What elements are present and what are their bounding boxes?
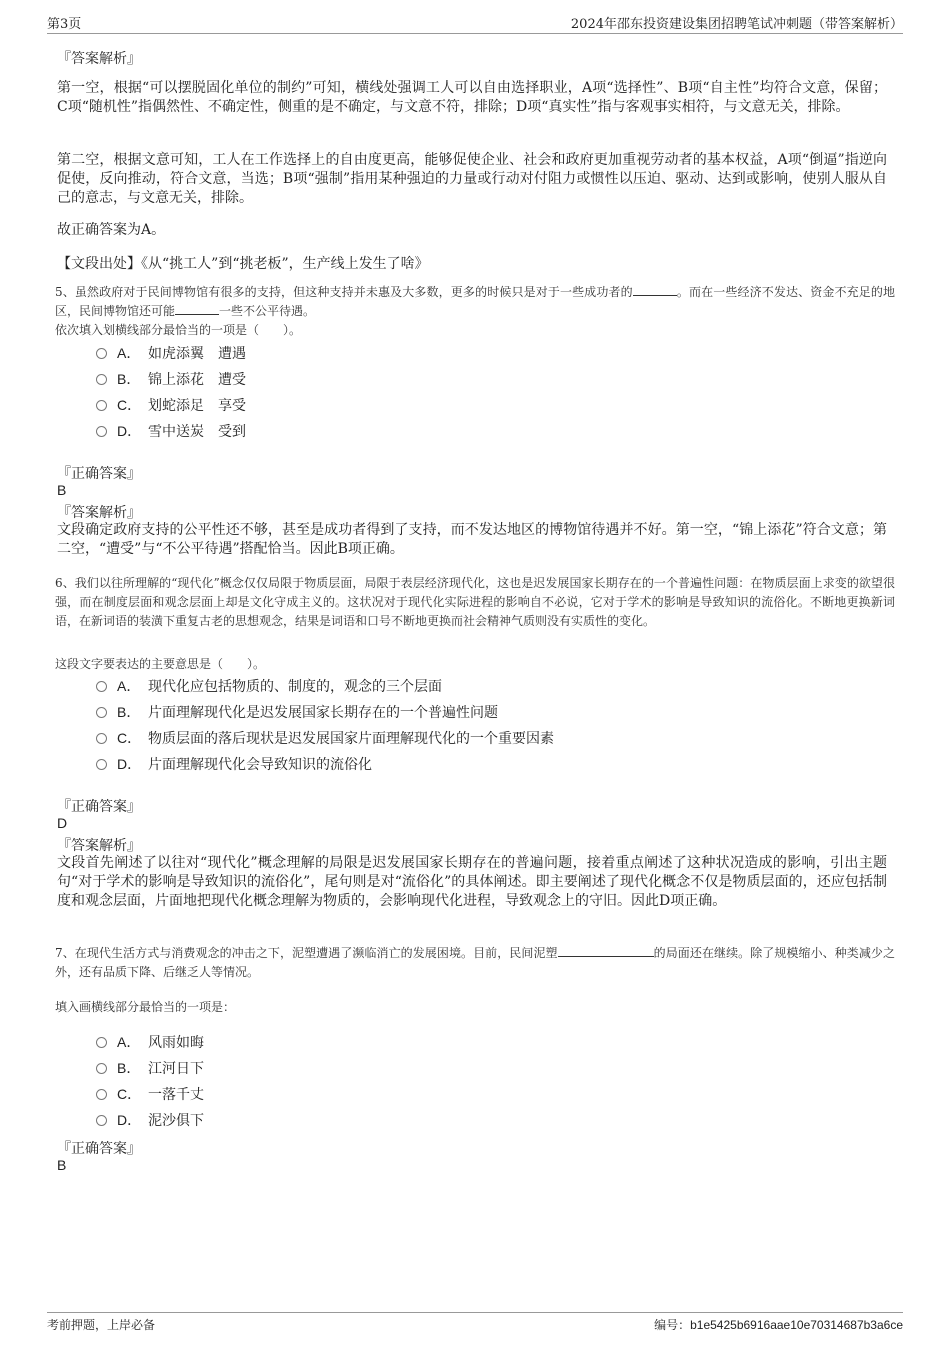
q7-option-c[interactable]: C． 一落千丈	[96, 1084, 204, 1104]
q5-blank-2	[175, 303, 219, 315]
radio-icon[interactable]	[96, 733, 107, 744]
q6-prompt: 这段文字要表达的主要意思是（ ）。	[55, 657, 266, 671]
q5-answer: B	[57, 482, 67, 498]
document-code: 编号：b1e5425b6916aae10e70314687b3a6ce	[654, 1318, 903, 1332]
q7-prompt: 填入画横线部分最恰当的一项是：	[55, 1000, 236, 1014]
q6-option-d[interactable]: D． 片面理解现代化会导致知识的流俗化	[96, 754, 372, 774]
q7-stem: 7、在现代生活方式与消费观念的冲击之下，泥塑遭遇了濒临消亡的发展困境。目前，民间泥塑 的局面还在继续。除了规模缩小、种类减少之外，还有品质下降、后继乏人等情况。	[55, 946, 895, 979]
q4-source: 【文段出处】《从“挑工人”到“挑老板”，生产线上发生了啥》	[57, 256, 429, 272]
q6-option-c[interactable]: C． 物质层面的落后现状是迟发展国家片面理解现代化的一个重要因素	[96, 728, 554, 748]
radio-icon[interactable]	[96, 707, 107, 718]
radio-icon[interactable]	[96, 1063, 107, 1074]
radio-icon[interactable]	[96, 1115, 107, 1126]
radio-icon[interactable]	[96, 1037, 107, 1048]
q6-correct-label: 『正确答案』	[57, 799, 141, 815]
q4-conclusion: 故正确答案为A。	[57, 222, 166, 238]
q6-answer: D	[57, 815, 68, 831]
radio-icon[interactable]	[96, 759, 107, 770]
q5-option-c[interactable]: C． 划蛇添足 享受	[96, 395, 246, 415]
q7-option-d[interactable]: D． 泥沙俱下	[96, 1110, 204, 1130]
radio-icon[interactable]	[96, 348, 107, 359]
q5-correct-label: 『正确答案』	[57, 466, 141, 482]
q7-option-a[interactable]: A． 风雨如晦	[96, 1032, 204, 1052]
q5-stem: 5、虽然政府对于民间博物馆有很多的支持，但这种支持并未惠及大多数，更多的时候只是对于一些成功者的 。而在一些经济不发达、资金不充足的地区，民间博物馆还可能 一些不公平待遇。	[55, 285, 895, 318]
q6-option-b[interactable]: B． 片面理解现代化是迟发展国家长期存在的一个普遍性问题	[96, 702, 498, 722]
radio-icon[interactable]	[96, 374, 107, 385]
q5-option-b[interactable]: B． 锦上添花 遭受	[96, 369, 246, 389]
q4-analysis-para2: 第二空，根据文意可知，工人在工作选择上的自由度更高，能够促使企业、社会和政府更加重视劳动者的基本权益，A项“倒逼”指逆向促使，反向推动，符合文意，当选；B项“强制”指用某种强迫的力量或行动对付阻力或惯性以压迫、驱动、达到或影响，使别人服从自己的意志，与文意无关，排除。	[57, 152, 887, 206]
q7-answer: B	[57, 1157, 67, 1173]
page-footer	[47, 1312, 903, 1332]
radio-icon[interactable]	[96, 426, 107, 437]
page-number: 第3页	[47, 17, 82, 32]
page-header	[47, 13, 903, 34]
q5-option-d[interactable]: D． 雪中送炭 受到	[96, 421, 246, 441]
radio-icon[interactable]	[96, 400, 107, 411]
q6-analysis-label: 『答案解析』	[57, 838, 141, 854]
q5-analysis: 文段确定政府支持的公平性还不够，甚至是成功者得到了支持，而不发达地区的博物馆待遇并不好。第一空，“锦上添花”符合文意；第二空，“遭受”与“不公平待遇”搭配恰当。因此B项正确。	[57, 522, 887, 557]
document-title: 2024年邵东投资建设集团招聘笔试冲刺题（带答案解析）	[570, 17, 903, 32]
footer-slogan: 考前押题，上岸必备	[47, 1318, 156, 1332]
q7-blank	[558, 945, 654, 957]
q7-option-b[interactable]: B． 江河日下	[96, 1058, 204, 1078]
radio-icon[interactable]	[96, 1089, 107, 1100]
q5-prompt: 依次填入划横线部分最恰当的一项是（ ）。	[55, 323, 302, 337]
q4-analysis-para1: 第一空，根据“可以摆脱固化单位的制约”可知，横线处强调工人可以自由选择职业，A项“选择性”、B项“自主性”均符合文意，保留；C项“随机性”指偶然性、不确定性，侧重的是不确定，与文意不符，排除；D项“真实性”指与客观事实相符，与文意无关，排除。	[57, 80, 887, 115]
radio-icon[interactable]	[96, 681, 107, 692]
q6-option-a[interactable]: A． 现代化应包括物质的、制度的，观念的三个层面	[96, 676, 442, 696]
q5-option-a[interactable]: A． 如虎添翼 遭遇	[96, 343, 246, 363]
q6-analysis: 文段首先阐述了以往对“现代化”概念理解的局限是迟发展国家长期存在的普遍问题，接着重点阐述了这种状况造成的影响，引出主题句“对于学术的影响是导致知识的流俗化”，尾句则是对“流俗化”的具体阐述。即主要阐述了现代化概念不仅是物质层面的，还应包括制度和观念层面，片面地把现代化概念理解为物质的，会影响现代化进程，导致观念上的守旧。因此D项正确。	[57, 855, 887, 909]
q5-blank-1	[633, 284, 677, 296]
q5-analysis-label: 『答案解析』	[57, 505, 141, 521]
q6-stem: 6、我们以往所理解的“现代化”概念仅仅局限于物质层面，局限于表层经济现代化，这也是迟发展国家长期存在的一个普遍性问题：在物质层面上求变的欲望很强，而在制度层面和观念层面上却是文化守成主义的。这状况对于现代化实际进程的影响自不必说，它对于学术的影响是导致知识的流俗化。不断地更换新词语，在新词语的装潢下重复古老的思想观念，结果是词语和口号不断地更换而社会精神气质则没有实质性的变化。	[55, 576, 895, 628]
q4-analysis-label: 『答案解析』	[57, 51, 141, 67]
q7-correct-label: 『正确答案』	[57, 1141, 141, 1157]
